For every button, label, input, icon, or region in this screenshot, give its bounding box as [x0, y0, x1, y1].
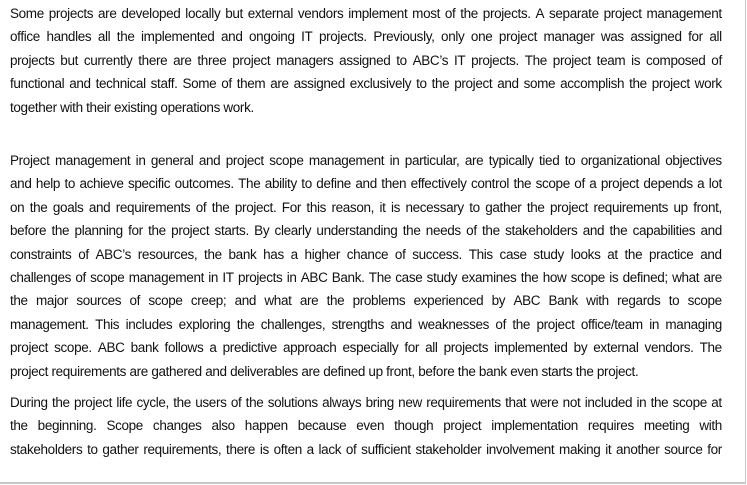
- text-line: project scope. ABC bank follows a predictive approach especially for all projects implemented by external vendors. The: [10, 340, 722, 356]
- text-line: the beginning. Scope changes also happen because even though project implementation requires meeting with: [10, 418, 722, 434]
- text-line: project requirements are gathered and deliverables are defined up front, before the bank even starts the project.: [10, 363, 639, 379]
- text-line: and help to achieve specific outcomes. The ability to define and then effectively control the scope of a project depends a lot: [10, 176, 722, 192]
- text-line: stakeholders to gather requirements, there is often a lack of sufficient stakeholder involvement making it another source for: [10, 441, 722, 457]
- text-line: constraints of ABC’s resources, the bank has a higher chance of success. This case study looks at the practice and: [10, 246, 722, 262]
- paragraph-life-cycle: [10, 391, 722, 461]
- text-line: together with their existing operations work.: [10, 99, 254, 115]
- text-line: office handles all the implemented and ongoing IT projects. Previously, only one project manager was assigned for all: [10, 29, 722, 45]
- text-line: the major sources of scope creep; and what are the problems experienced by ABC Bank with regards to scope: [10, 293, 722, 309]
- paragraph-vendors: [10, 2, 722, 119]
- text-line: projects but currently there are three project managers assigned to ABC’s IT projects. The project team is composed of: [10, 52, 722, 68]
- text-line: management. This includes exploring the challenges, strengths and weaknesses of the project office/team in managing: [10, 316, 722, 332]
- text-line: Project management in general and project scope management in particular, are typically tied to organizational objectives: [10, 153, 722, 168]
- text-line: on the goals and requirements of the project. For this reason, it is necessary to gather the project requirements up front,: [10, 199, 722, 215]
- text-line: Some projects are developed locally but external vendors implement most of the projects. A separate project management: [10, 6, 722, 21]
- text-line: functional and technical staff. Some of them are assigned exclusively to the project and some accomplish the project work: [10, 76, 722, 92]
- text-line: before the planning for the project starts. By clearly understanding the needs of the stakeholders and the capabilities and: [10, 223, 722, 239]
- text-line: challenges of scope management in IT projects in ABC Bank. The case study examines the how scope is defined; what are: [10, 269, 722, 285]
- paragraph-scope-management: [10, 149, 722, 383]
- text-line: During the project life cycle, the users of the solutions always bring new requirements that were not included in the scope at: [10, 395, 722, 410]
